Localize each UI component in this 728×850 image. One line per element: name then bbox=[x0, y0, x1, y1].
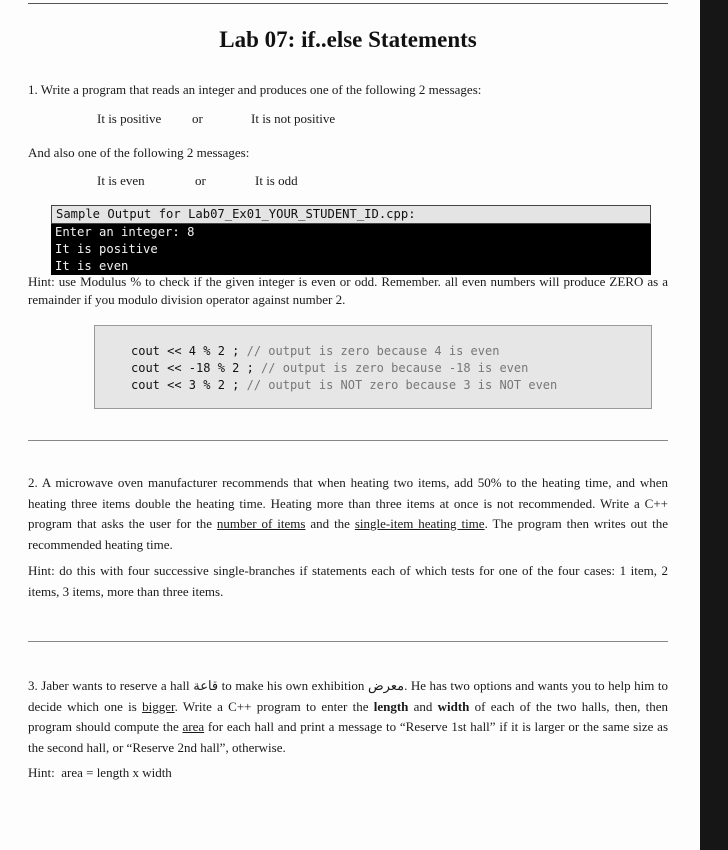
code-line bbox=[131, 343, 651, 360]
q3-text bbox=[28, 676, 668, 758]
q3-text-part: . Write a C++ program to enter the bbox=[174, 698, 374, 714]
q1-also-text: And also one of the following 2 messages: bbox=[28, 145, 250, 160]
q2-text bbox=[28, 473, 668, 555]
q1-or-1: or bbox=[192, 111, 203, 126]
q3-hint: Hint: area = length x width bbox=[28, 765, 172, 780]
q2-text-part: and the bbox=[305, 516, 355, 531]
code-statement: cout << 3 % 2 ; bbox=[131, 378, 247, 392]
sample-output bbox=[51, 205, 651, 275]
code-line bbox=[131, 360, 651, 377]
code-example bbox=[94, 325, 652, 409]
q1-hint: Hint: use Modulus % to check if the given integer is even or odd. Remember. all even numbers will produce ZERO as a remainder if you modulo division operator against number 2. bbox=[28, 274, 668, 307]
q3-arabic-hall: قاعة bbox=[193, 678, 219, 693]
top-rule bbox=[28, 3, 668, 4]
q3-area: area bbox=[182, 719, 205, 734]
code-line bbox=[131, 377, 651, 394]
sample-output-header: Sample Output for Lab07_Ex01_YOUR_STUDENT_ID.cpp: bbox=[51, 205, 651, 224]
q3-text-part: 3. Jaber wants to reserve a hall bbox=[28, 678, 194, 693]
q2-single-item-heating-time: single-item heating time bbox=[354, 516, 485, 531]
q1-msg-even: It is even bbox=[97, 173, 145, 188]
code-comment: // output is zero because -18 is even bbox=[261, 361, 529, 375]
q3-text-part: to make his own exhibition bbox=[218, 678, 368, 693]
page-title: Lab 07: if..else Statements bbox=[219, 27, 477, 52]
q3-width: width bbox=[437, 698, 470, 714]
q2-text-part: 2. A microwave oven manufacturer recommends that when heating two items, add 50% to the heating time, and when heating three items double the heating time. Heating more than three items at once is not recommended. Write a C++ program that asks the user for the bbox=[28, 475, 668, 531]
code-statement: cout << 4 % 2 ; bbox=[131, 344, 247, 358]
q3-text-part: for each hall and print a message to “Reserve 1st hall” if it is larger or the same size as the second hall, or “Reserve 2nd hall”, otherwise. bbox=[28, 719, 668, 755]
q3-text-part: . He has two options and wants you to help him to decide which one is bbox=[28, 678, 668, 714]
q2-text-part: . The program then writes out the recommended heating time. bbox=[28, 516, 668, 552]
code-comment: // output is zero because 4 is even bbox=[246, 344, 500, 358]
section-divider bbox=[28, 440, 668, 441]
q1-msg-positive: It is positive bbox=[97, 111, 162, 126]
code-statement: cout << -18 % 2 ; bbox=[131, 361, 262, 375]
sample-output-line: It is even bbox=[51, 258, 651, 275]
q1-text: 1. Write a program that reads an integer and produces one of the following 2 messages: bbox=[28, 82, 482, 97]
sample-output-line: Enter an integer: 8 bbox=[51, 224, 651, 241]
q2-hint: Hint: do this with four successive single-branches if statements each of which tests for one of the four cases: 1 item, 2 items, 3 items, more than three items. bbox=[28, 563, 668, 599]
scan-edge bbox=[700, 0, 728, 850]
section-divider bbox=[28, 641, 668, 642]
code-comment: // output is NOT zero because 3 is NOT even bbox=[246, 378, 558, 392]
q3-text-part: and bbox=[408, 698, 438, 714]
q3-arabic-exhibition: معرض bbox=[367, 678, 405, 693]
q3-length: length bbox=[373, 698, 409, 714]
q1-msg-odd: It is odd bbox=[255, 173, 298, 188]
q3-text-part: of each of the two halls, then, then program should compute the bbox=[28, 698, 668, 734]
sample-output-line: It is positive bbox=[51, 241, 651, 258]
q3-bigger: bigger bbox=[142, 698, 175, 714]
q1-msg-not-positive: It is not positive bbox=[251, 111, 336, 126]
q1-or-2: or bbox=[195, 173, 206, 188]
q2-number-of-items: number of items bbox=[216, 516, 306, 531]
